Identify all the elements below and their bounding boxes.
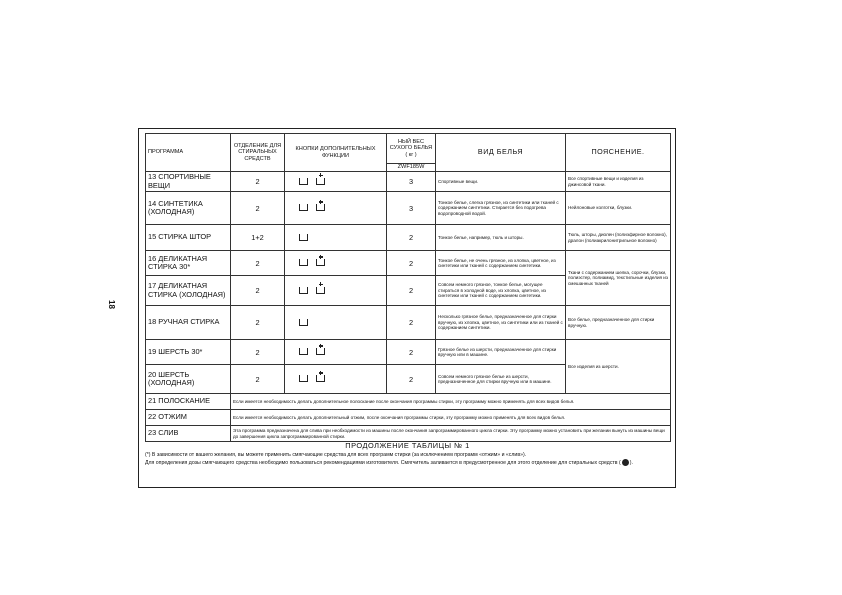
program-name: 21 ПОЛОСКАНИЕ [146, 394, 231, 410]
kind-text: Несколько грязное белье, предназначенное для стирки вручную, из хлопка, цветное, из синтетики или из тканей с содержанием синтетики. [436, 306, 566, 340]
kind-text: Спортивные вещи. [436, 172, 566, 192]
drawer-icon [299, 287, 308, 294]
footer-title: ПРОДОЛЖЕНИЕ ТАБЛИЦЫ № 1 [345, 441, 470, 450]
drawer-icon [299, 178, 308, 185]
drawer-icon [299, 375, 308, 382]
table-row [146, 251, 671, 276]
weight-value: 2 [387, 225, 436, 251]
wide-row-text: Если имеется необходимость делать дополнительное полоскание после окончания программы стирки, эту программу можно применять для всех видов белья. [231, 394, 671, 410]
drawer-icon [299, 234, 308, 241]
footer-note-line2 [145, 459, 670, 467]
explanation-text: Все белье, предназначенное для стирки вручную. [566, 306, 671, 340]
program-name: 22 ОТЖИМ [146, 410, 231, 426]
program-name: 13 СПОРТИВНЫЕ ВЕЩИ [146, 172, 231, 192]
table-row [146, 225, 671, 251]
drawer-icon [299, 259, 308, 266]
weight-value: 3 [387, 172, 436, 192]
footer-note-line1: (*) В зависимости от вашего желания, вы можете применить смягчающие средства для всех программ стирки (за исключением программ «отжим» и «слив»). [145, 452, 527, 458]
page-number: 18 [107, 300, 116, 309]
plus-button-icon [316, 287, 325, 294]
plus-button-icon [316, 204, 325, 211]
buttons-cell [285, 340, 387, 365]
drawer-icon [299, 204, 308, 211]
weight-value: 3 [387, 192, 436, 225]
buttons-cell [285, 365, 387, 394]
buttons-cell [285, 306, 387, 340]
compartment-value: 2 [231, 251, 285, 276]
header-kind: ВИД БЕЛЬЯ [436, 134, 566, 172]
footer-note-text: Для определения дозы смягчающего средства необходимо пользоваться рекомендациями изготовителя. Смягчитель заливается в предусмотренное для этого отделение для стиральных средств ( [145, 459, 621, 466]
header-weight: НЫЙ ВЕС СУХОГО БЕЛЬЯ ( кг ) [387, 134, 436, 164]
footer-note-end: ). [629, 459, 633, 466]
table-row [146, 340, 671, 365]
weight-value: 2 [387, 251, 436, 276]
table-row [146, 172, 671, 192]
buttons-cell [285, 251, 387, 276]
plus-button-icon [316, 375, 325, 382]
table-row [146, 394, 671, 410]
footer [145, 441, 670, 467]
weight-value: 2 [387, 365, 436, 394]
compartment-value: 1+2 [231, 225, 285, 251]
program-name: 19 ШЕРСТЬ 30* [146, 340, 231, 365]
weight-value: 2 [387, 306, 436, 340]
program-name: 18 РУЧНАЯ СТИРКА [146, 306, 231, 340]
program-name: 20 ШЕРСТЬ (ХОЛОДНАЯ) [146, 365, 231, 394]
header-program: ПРОГРАММА [146, 134, 231, 172]
plus-button-icon [316, 259, 325, 266]
buttons-cell [285, 192, 387, 225]
wide-row-text: Если имеется необходимость делать дополнительный отжим, после окончания программы стирки, эту программу можно применять для всех видов белья. [231, 410, 671, 426]
program-table [145, 133, 671, 442]
compartment-value: 2 [231, 192, 285, 225]
footer-note [145, 452, 670, 467]
table-row [146, 410, 671, 426]
explanation-text: Все спортивные вещи и изделия из джинсовой ткани. [566, 172, 671, 192]
kind-text: Совсем немного грязное белье из шерсти, предназначенное для стирки вручную или в машине. [436, 365, 566, 394]
plus-button-icon [316, 348, 325, 355]
header-row [146, 134, 671, 164]
buttons-cell [285, 276, 387, 306]
drawer-icon [299, 348, 308, 355]
compartment-value: 2 [231, 306, 285, 340]
table-row [146, 306, 671, 340]
weight-value: 2 [387, 276, 436, 306]
softener-icon [622, 459, 629, 466]
kind-text: Тонкое белье, например, тюль и шторы. [436, 225, 566, 251]
table-row [146, 426, 671, 442]
plus-button-icon [316, 178, 325, 185]
header-compartment: ОТДЕЛЕНИЕ ДЛЯ СТИРАЛЬНЫХ СРЕДСТВ [231, 134, 285, 172]
explanation-text: Нейлоновые колготки, блузки. [566, 192, 671, 225]
table-row [146, 192, 671, 225]
program-name: 16 ДЕЛИКАТНАЯ СТИРКА 30* [146, 251, 231, 276]
header-explanation: ПОЯСНЕНИЕ. [566, 134, 671, 172]
kind-text: Тонкое белье, слегка грязное, из синтетики или тканей с содержанием синтетики. Стирается без подогрева водопроводной водой. [436, 192, 566, 225]
drawer-icon [299, 319, 308, 326]
buttons-cell [285, 225, 387, 251]
compartment-value: 2 [231, 172, 285, 192]
compartment-value: 2 [231, 276, 285, 306]
program-name: 17 ДЕЛИКАТНАЯ СТИРКА (ХОЛОДНАЯ) [146, 276, 231, 306]
kind-text: Совсем немного грязное, тонкое белье, могущее стираться в холодной воде, из хлопка, цветное, из синтетики или тканей с содержанием синтетики. [436, 276, 566, 306]
program-name: 23 СЛИВ [146, 426, 231, 442]
compartment-value: 2 [231, 340, 285, 365]
weight-value: 2 [387, 340, 436, 365]
wide-row-text: Эта программа предназначена для слива при необходимости из машины после окончания запрограммированного цикла стирки. Эту программу можно установить при желании вынуть из машины вещи до завершения цикла запрограммированной стирки. [231, 426, 671, 442]
compartment-value: 2 [231, 365, 285, 394]
header-model: ZWF185W [387, 164, 436, 172]
kind-text: Грязное белье из шерсти, предназначенное для стирки вручную или в машине. [436, 340, 566, 365]
header-buttons: КНОПКИ ДОПОЛНИТЕЛЬНЫХ ФУНКЦИИ [285, 134, 387, 172]
program-name: 14 СИНТЕТИКА (ХОЛОДНАЯ) [146, 192, 231, 225]
explanation-text: Ткани с содержанием шелка, сорочки, блузки, полиэстер, полиамид, текстильные изделия из смешанных тканей [566, 251, 671, 306]
buttons-cell [285, 172, 387, 192]
explanation-text: Все изделия из шерсти. [566, 340, 671, 394]
kind-text: Тонкое белье, не очень грязное, из хлопка, цветное, из синтетики или тканей с содержанием синтетики. [436, 251, 566, 276]
program-name: 15 СТИРКА ШТОР [146, 225, 231, 251]
explanation-text: Тюль, шторы, диолен (полиэфирное волокно), дралон (полиакрилонитрильное волокно) [566, 225, 671, 251]
